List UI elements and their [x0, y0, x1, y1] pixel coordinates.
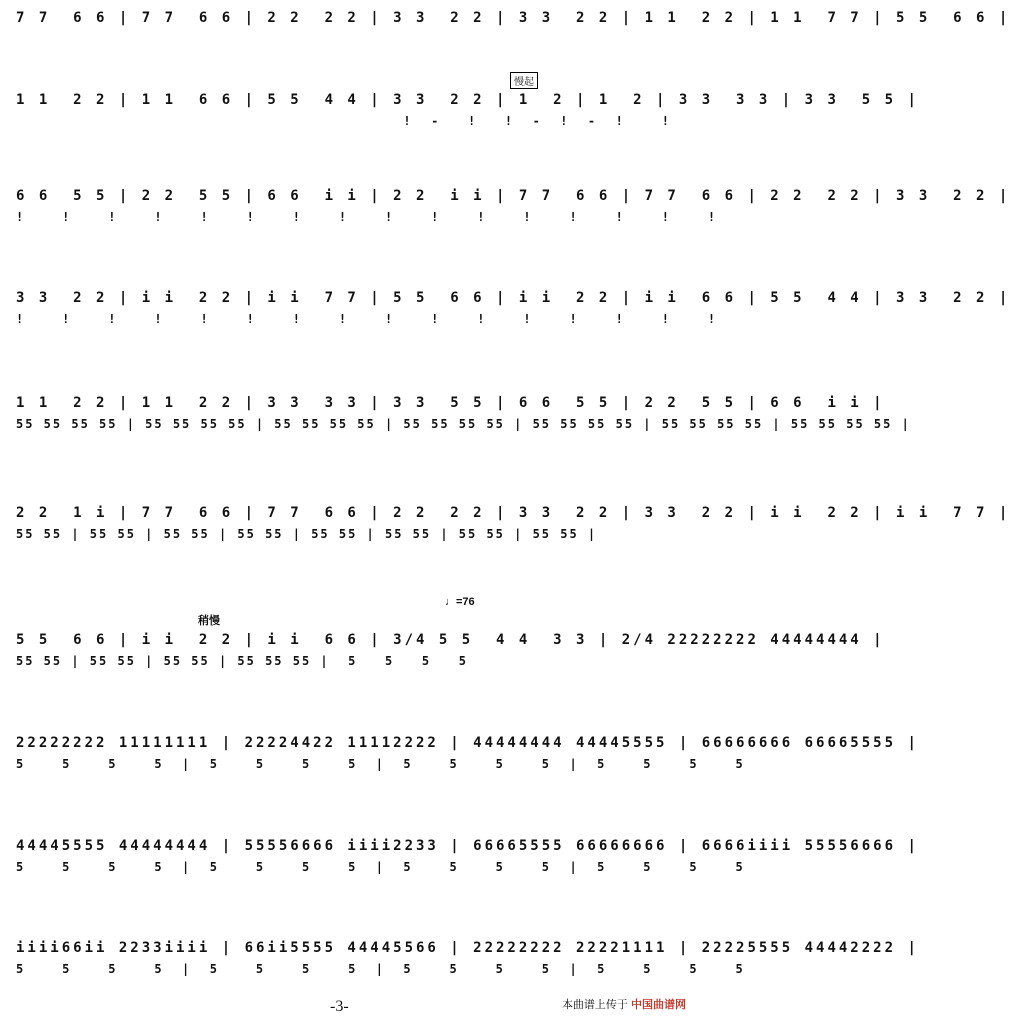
staff-row-1 — [16, 10, 1010, 70]
staff-row-9 — [16, 838, 919, 898]
drum-line: 5 5 5 5 | 5 5 5 5 | 5 5 5 5 | 5 5 5 5 — [16, 860, 745, 874]
staff-row-2 — [16, 92, 919, 152]
melody-line: 44445555 44444444 | 55556666 iiii2233 | 66665555 66666666 | 6666iiii 55556666 | — [16, 838, 919, 854]
source-credit — [562, 996, 686, 1012]
drum-line: ! ! ! ! ! ! ! ! ! ! ! ! ! ! ! ! — [16, 312, 718, 326]
slow-start-mark: 慢起 — [510, 72, 538, 89]
page-number: -3- — [330, 998, 349, 1015]
site-name: 中国曲谱网 — [631, 999, 686, 1011]
melody-line: 6 6 5 5 | 2 2 5 5 | 6 6 i i | 2 2 i i | 7 7 6 6 | 7 7 6 6 | 2 2 2 2 | 3 3 2 2 | — [16, 188, 1010, 204]
melody-line: 2 2 1 i | 7 7 6 6 | 7 7 6 6 | 2 2 2 2 | 3 3 2 2 | 3 3 2 2 | i i 2 2 | i i 7 7 | — [16, 505, 1010, 521]
melody-line: 1 1 2 2 | 1 1 6 6 | 5 5 4 4 | 3 3 2 2 | 1 2 | 1 2 | 3 3 3 3 | 3 3 5 5 | — [16, 92, 919, 108]
staff-row-5 — [16, 395, 911, 455]
staff-row-10 — [16, 940, 919, 1000]
drum-line: 55 55 | 55 55 | 55 55 | 55 55 | 55 55 | 55 55 | 55 55 | 55 55 | — [16, 527, 598, 541]
staff-row-4 — [16, 290, 1010, 350]
staff-row-8 — [16, 735, 919, 795]
melody-line: 5 5 6 6 | i i 2 2 | i i 6 6 | 3/4 5 5 4 4 3 3 | 2/4 22222222 44444444 | — [16, 632, 885, 648]
drum-line: 55 55 | 55 55 | 55 55 | 55 55 55 | 5 5 5 5 — [16, 654, 469, 668]
staff-row-6 — [16, 505, 1010, 565]
upload-note: 本曲谱上传于 — [561, 999, 628, 1011]
melody-line: 1 1 2 2 | 1 1 2 2 | 3 3 3 3 | 3 3 5 5 | 6 6 5 5 | 2 2 5 5 | 6 6 i i | — [16, 395, 885, 411]
staff-row-7 — [16, 632, 885, 692]
drum-line: ! ! ! ! ! ! ! ! ! ! ! ! ! ! ! ! — [16, 210, 718, 224]
drum-line: 55 55 55 55 | 55 55 55 55 | 55 55 55 55 | 55 55 55 55 | 55 55 55 55 | 55 55 55 55 | 55 55 55 55 | — [16, 417, 911, 431]
drum-line: ! - ! ! - ! - ! ! — [16, 114, 671, 128]
melody-line: 3 3 2 2 | i i 2 2 | i i 7 7 | 5 5 6 6 | i i 2 2 | i i 6 6 | 5 5 4 4 | 3 3 2 2 | — [16, 290, 1010, 306]
staff-row-3 — [16, 188, 1010, 248]
drum-line: 5 5 5 5 | 5 5 5 5 | 5 5 5 5 | 5 5 5 5 — [16, 962, 745, 976]
melody-line: iiii66ii 2233iiii | 66ii5555 44445566 | 22222222 22221111 | 22225555 44442222 | — [16, 940, 919, 956]
tempo-mark: ♩=76 — [445, 596, 475, 608]
melody-line: 22222222 11111111 | 22224422 11112222 | 44444444 44445555 | 66666666 66665555 | — [16, 735, 919, 751]
drum-line: 5 5 5 5 | 5 5 5 5 | 5 5 5 5 | 5 5 5 5 — [16, 757, 745, 771]
melody-line: 7 7 6 6 | 7 7 6 6 | 2 2 2 2 | 3 3 2 2 | 3 3 2 2 | 1 1 2 2 | 1 1 7 7 | 5 5 6 6 | — [16, 10, 1010, 26]
slightly-slow-mark: 稍慢 — [198, 615, 220, 627]
